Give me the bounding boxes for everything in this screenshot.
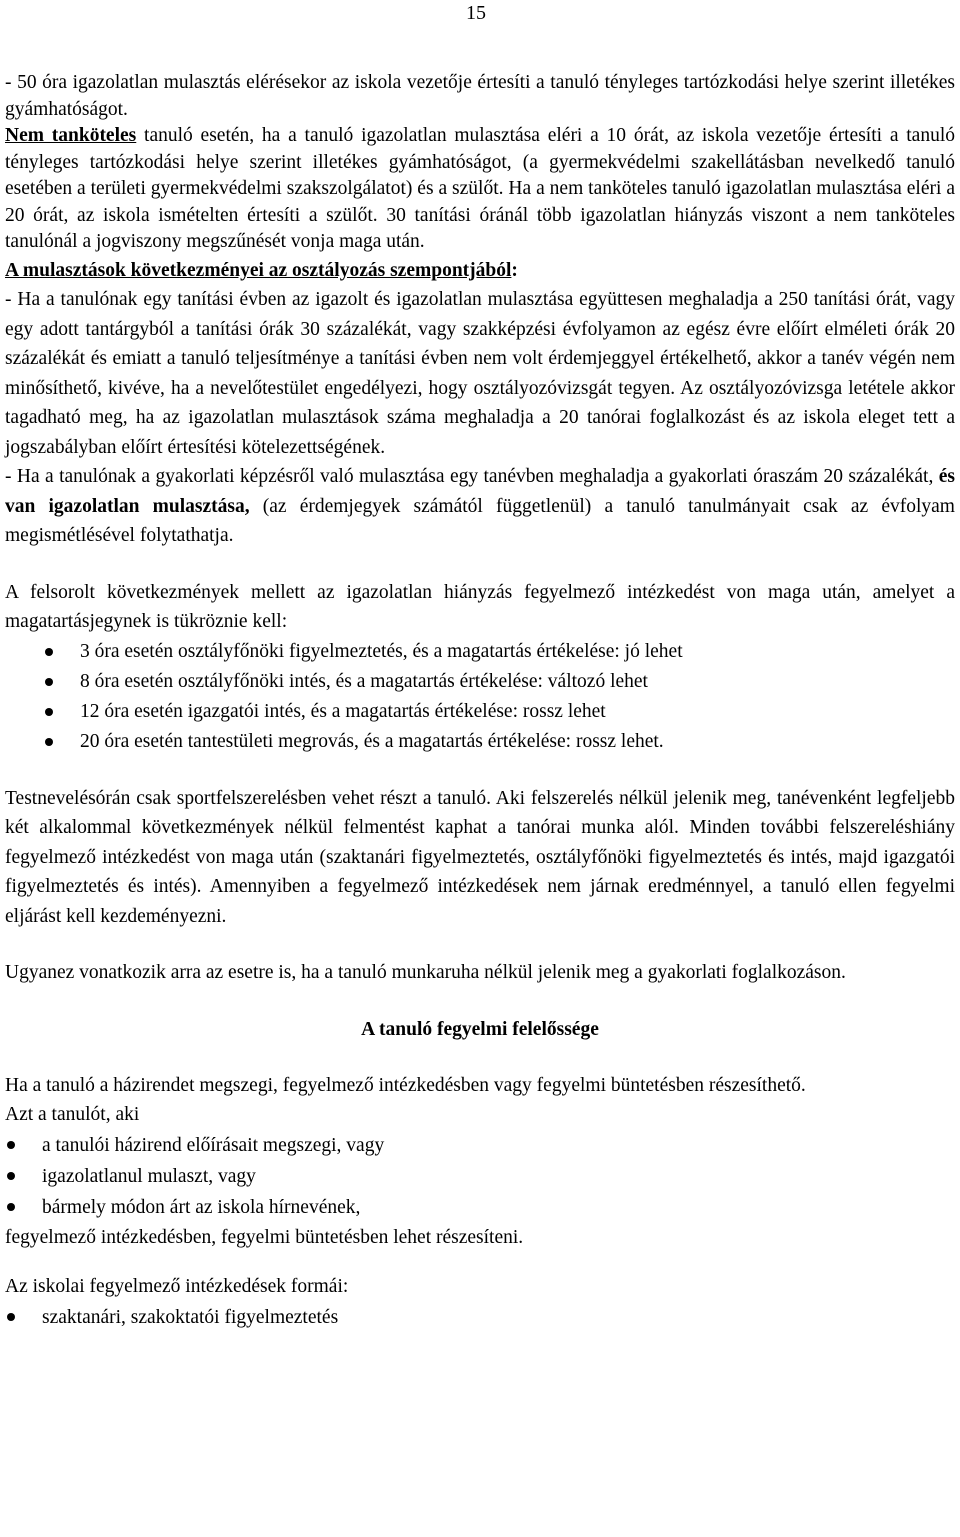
- list-item: 3 óra esetén osztályfőnöki figyelmeztetés, és a magatartás értékelése: jó lehet: [5, 637, 955, 667]
- list-item: bármely módon árt az iskola hírnevének,: [5, 1192, 955, 1223]
- list-item: szaktanári, szakoktatói figyelmeztetés: [5, 1302, 955, 1333]
- paragraph-student-who: Azt a tanulót, aki: [5, 1104, 140, 1125]
- measures-list: [5, 1302, 955, 1333]
- bullet-icon: [7, 1141, 15, 1149]
- bullet-icon: [45, 648, 53, 656]
- bullet-icon: [7, 1313, 15, 1321]
- page-number: 15: [466, 2, 486, 24]
- heading-discipline: A tanuló fegyelmi felelőssége: [361, 1018, 599, 1040]
- list-item: a tanulói házirend előírásait megszegi, vagy: [5, 1130, 955, 1161]
- violations-list: [5, 1130, 955, 1223]
- list-item: 12 óra esetén igazgatói intés, és a magatartás értékelése: rossz lehet: [5, 697, 955, 727]
- bullet-icon: [45, 738, 53, 746]
- paragraph-50-hours: - 50 óra igazolatlan mulasztás elérésekor az iskola vezetője értesíti a tanuló tényleges tartózkodási helye szerint illetékes gyámhatóságot.: [5, 72, 955, 120]
- bullet-icon: [45, 678, 53, 686]
- paragraph-rule-breach: Ha a tanuló a házirendet megszegi, fegyelmező intézkedésben vagy fegyelmi büntetésben részesíthető.: [5, 1074, 806, 1096]
- paragraph-pe-equipment: Testnevelésórán csak sportfelszerelésben vehet részt a tanuló. Aki felszerelés nélkül jelenik meg, tanévenként legfeljebb két alkalommal következmények nélkül felmentést kaphat a tanórai munka alól. Minden további felszereléshiány fegyelmező intézkedést von maga után (szaktanári figyelmeztetés, osztályfőnöki figyelmeztetés és intés, majd igazgatói figyelmeztetés és intés). Amennyiben a fegyelmező intézkedések nem járnak eredménnyel, a tanuló ellen fegyelmi eljárást kell kezdeményezni.: [5, 787, 955, 927]
- document-body: [5, 70, 955, 1333]
- paragraph-practical-training: - Ha a tanulónak a gyakorlati képzésről való mulasztása egy tanévben meghaladja a gyakorlati óraszám 20 százalékát, és van igazolatlan mulasztása, (az érdemjegyek számától függetlenül) a tanuló tanulmányait csak az évfolyam megismétlésével folytathatja.: [5, 466, 955, 546]
- paragraph-measure-forms: Az iskolai fegyelmező intézkedések formái:: [5, 1276, 349, 1297]
- section-title: A mulasztások következményei az osztályozás szempontjából: [5, 259, 512, 281]
- list-item: igazolatlanul mulaszt, vagy: [5, 1161, 955, 1192]
- bold-lead: Nem tanköteles: [5, 125, 137, 146]
- list-item: 20 óra esetén tantestületi megrovás, és a magatartás értékelése: rossz lehet.: [5, 727, 955, 757]
- paragraph-non-compulsory: Nem tanköteles tanuló esetén, ha a tanuló igazolatlan mulasztása eléri a 10 órát, az iskola vezetője értesíti a tanuló tényleges tartózkodási helye szerint illetékes gyámhatóságot, (a gyermekvédelmi szakellátásban nevelkedő tanuló esetében a területi gyermekvédelmi szakszolgálatot) és a szülőt. Ha a nem tanköteles tanuló igazolatlan mulasztása eléri a 20 órát, az iskola ismételten értesíti a szülőt. 30 tanítási óránál több igazolatlan hiányzás viszont a nem tanköteles tanulónál a jogviszony megszűnését vonja maga után.: [5, 125, 955, 252]
- paragraph-grading-rule: - Ha a tanulónak egy tanítási évben az igazolt és igazolatlan mulasztása együttesen meghaladja a 250 tanítási órát, vagy egy adott tantárgyból a tanítási órák 30 százalékát, vagy szakképzési évfolyamon az egész évre előírt elméleti órák 20 százalékát és emiatt a tanuló teljesítménye a tanítási évben nem volt érdemjeggyel értékelhető, akkor a tanév végén nem minősíthető, kivéve, ha a nevelőtestület engedélyezi, hogy osztályozóvizsgát tegyen. Az osztályozóvizsga letétele akkor tagadható meg, ha az igazolatlan mulasztások száma meghaladja a 20 tanórai foglalkozást és az iskola eleget tett a jogszabályban előírt értesítési kötelezettségének.: [5, 289, 955, 458]
- consequences-list: [5, 637, 955, 757]
- paragraph-sanction: fegyelmező intézkedésben, fegyelmi büntetésben lehet részesíteni.: [5, 1226, 524, 1248]
- list-item: 8 óra esetén osztályfőnöki intés, és a magatartás értékelése: változó lehet: [5, 667, 955, 697]
- paragraph-workwear: Ugyanez vonatkozik arra az esetre is, ha a tanuló munkaruha nélkül jelenik meg a gyakorlati foglalkozáson.: [5, 962, 846, 983]
- bullet-icon: [45, 708, 53, 716]
- bullet-icon: [7, 1172, 15, 1180]
- section-heading-grading: A mulasztások következményei az osztályozás szempontjából:: [5, 259, 518, 281]
- absence-notice-block: [5, 70, 955, 256]
- bullet-icon: [7, 1203, 15, 1211]
- paragraph-consequences: A felsorolt következmények mellett az igazolatlan hiányzás fegyelmező intézkedést von maga után, amelyet a magatartásjegynek is tükröznie kell:: [5, 581, 955, 632]
